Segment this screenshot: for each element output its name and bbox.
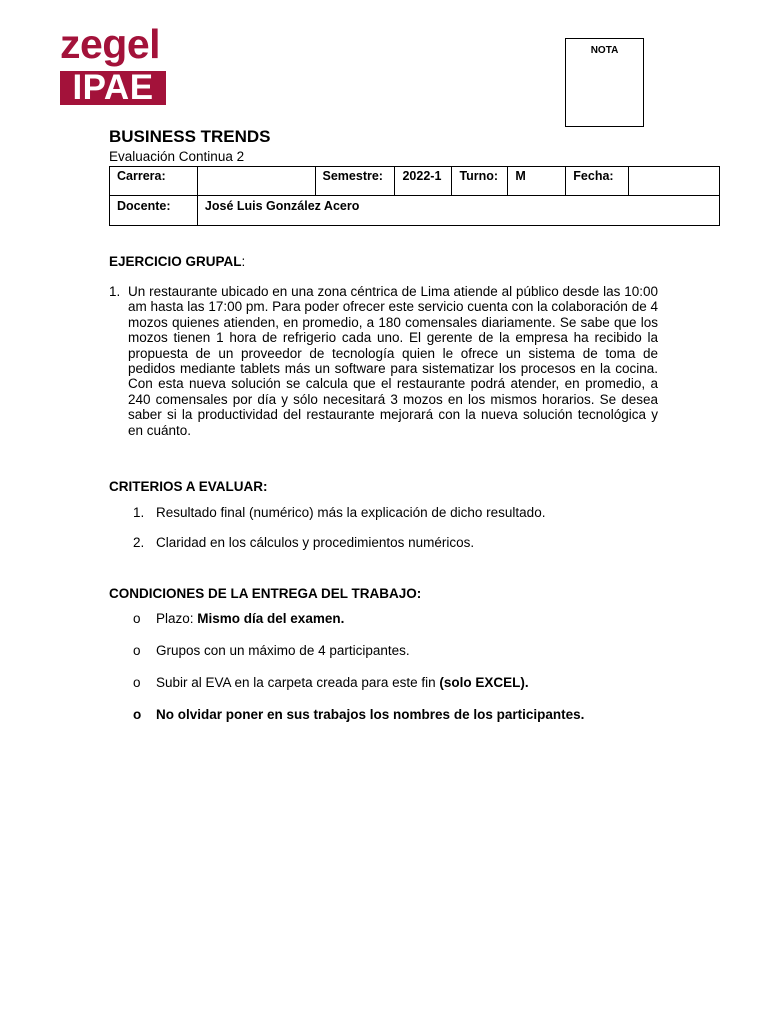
fecha-value (629, 167, 720, 196)
condicion-text-normal: Plazo: (156, 611, 198, 626)
condiciones-heading: CONDICIONES DE LA ENTREGA DEL TRABAJO: (109, 586, 422, 601)
condicion-text-bold: (solo EXCEL). (439, 675, 529, 690)
docente-value: José Luis González Acero (197, 196, 719, 226)
condicion-text-normal: Subir al EVA en la carpeta creada para este fin (156, 675, 440, 690)
bullet-marker: o (133, 611, 141, 626)
criterio-number: 1. (133, 505, 145, 520)
zegel-ipae-logo (60, 21, 166, 107)
fecha-label: Fecha: (566, 167, 629, 196)
info-row-2 (110, 196, 720, 226)
bullet-marker: o (133, 643, 141, 658)
criterios-heading: CRITERIOS A EVALUAR: (109, 479, 268, 494)
nota-label: NOTA (590, 45, 619, 56)
condicion-text (156, 707, 584, 722)
bullet-marker: o (133, 707, 142, 722)
carrera-value (197, 167, 315, 196)
criterio-text: Resultado final (numérico) más la explicación de dicho resultado. (156, 505, 546, 520)
ejercicio-heading-colon: : (241, 254, 246, 269)
bullet-marker: o (133, 675, 141, 690)
criterio-text: Claridad en los cálculos y procedimientos numéricos. (156, 535, 475, 550)
criterio-number: 2. (133, 535, 145, 550)
ejercicio-item-text: Un restaurante ubicado en una zona céntrica de Lima atiende al público desde las 10:00 am hasta las 17:00 pm. Para poder ofrecer este servicio cuenta con la colaboración de 4 mozos quienes atienden, en promedio, a 180 comensales diariamente. Se sabe que los mozos tienen 1 hora de refrigerio cada uno. El gerente de la empresa ha recibido la propuesta de un proveedor de tecnología quien le ofrece un sistema de toma de pedidos mediante tablets más un software para sistematizar los procesos en la cocina. Con esta nueva solución se calcula que el restaurante podrá atender, en promedio, a 240 comensales por día y sólo necesitará 3 mozos en los mismos horarios. Se desea saber si la productividad del restaurante mejorará con la nueva solución tecnológica y en cuánto. (128, 284, 658, 438)
ejercicio-item-number: 1. (109, 284, 121, 299)
logo-ipae-text: IPAE (60, 71, 166, 105)
ejercicio-item (109, 284, 658, 438)
ejercicio-heading-text: EJERCICIO GRUPAL (109, 254, 242, 269)
condicion-text-bold: Mismo día del examen. (197, 611, 345, 626)
turno-label: Turno: (452, 167, 508, 196)
semestre-label: Semestre: (315, 167, 395, 196)
page-subtitle: Evaluación Continua 2 (109, 149, 245, 164)
logo-zegel-text: zegel (60, 21, 161, 67)
condicion-text (156, 643, 410, 658)
nota-box (565, 38, 644, 127)
semestre-value: 2022-1 (395, 167, 452, 196)
condicion-text-bold: No olvidar poner en sus trabajos los nombres de los participantes. (156, 707, 585, 722)
ejercicio-heading (109, 254, 245, 269)
condicion-text-normal: Grupos con un máximo de 4 participantes. (156, 643, 410, 658)
info-table (109, 166, 720, 226)
turno-value: M (508, 167, 566, 196)
docente-label: Docente: (110, 196, 198, 226)
condicion-text (156, 675, 529, 690)
carrera-label: Carrera: (110, 167, 198, 196)
condicion-text (156, 611, 344, 626)
info-row-1 (110, 167, 720, 196)
page-title: BUSINESS TRENDS (109, 127, 271, 146)
